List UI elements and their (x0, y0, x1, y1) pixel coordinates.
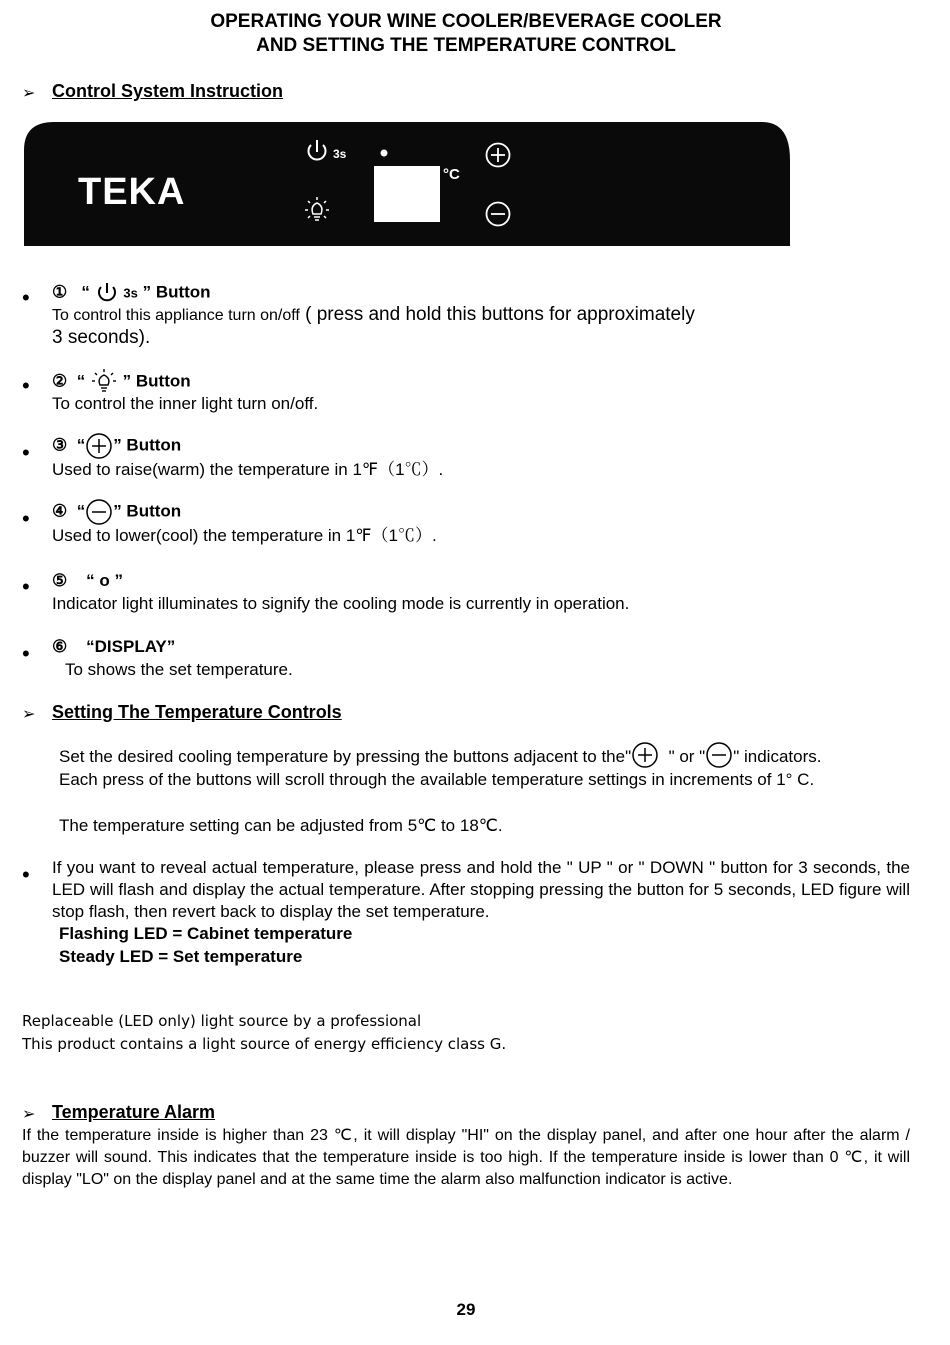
bullet: • (22, 506, 30, 531)
item-light-title: ② “ ” Button (52, 368, 191, 396)
item-minus-title: ④ “ ” Button (52, 498, 181, 526)
item-plus-desc: Used to raise(warm) the temperature in 1℉（1℃）. (52, 460, 444, 479)
power-duration-label: 3s (333, 147, 347, 161)
open-quote: “ (81, 282, 90, 302)
item-minus-desc: Used to lower(cool) the temperature in 1℉（1℃）. (52, 526, 437, 545)
bullet: • (22, 641, 30, 666)
setting-paragraph-1: Set the desired cooling temperature by pressing the buttons adjacent to the" " or " " indicators. (59, 746, 821, 769)
steady-led-note: Steady LED = Set temperature (59, 947, 303, 966)
item-light-desc: To control the inner light turn on/off. (52, 394, 319, 413)
page-number: 29 (456, 1300, 476, 1319)
page-title-line1: OPERATING YOUR WINE COOLER/BEVERAGE COOLER (210, 11, 722, 32)
minus-circle-icon (85, 498, 113, 526)
plus-circle-icon (631, 741, 659, 769)
item-number: ① (52, 282, 68, 302)
item-indicator-title: ⑤ “ o ” (52, 571, 123, 590)
item-label: ” Button (142, 282, 211, 302)
cooling-indicator-dot (381, 150, 388, 157)
power-duration-label: 3s (123, 285, 138, 301)
bullet: • (22, 285, 30, 310)
display-unit-label: °C (443, 166, 460, 183)
light-bulb-icon (90, 368, 118, 396)
light-source-line1: Replaceable (LED only) light source by a professional (22, 1012, 422, 1030)
section-heading-setting: Setting The Temperature Controls (52, 702, 342, 722)
temperature-display (374, 166, 440, 222)
bullet: • (22, 373, 30, 398)
light-source-line2: This product contains a light source of energy efficiency class G. (22, 1035, 507, 1053)
item-display-title: ⑥ “DISPLAY” (52, 637, 176, 656)
bullet: • (22, 862, 30, 887)
setting-paragraph-1-line2: Each press of the buttons will scroll through the available temperature settings in increments of 1° C. (59, 770, 815, 789)
plus-circle-icon (85, 432, 113, 460)
flashing-led-note: Flashing LED = Cabinet temperature (59, 924, 353, 943)
brand-logo: TEKA (78, 171, 186, 213)
item-power-desc: To control this appliance turn on/off ( press and hold this buttons for approximately (52, 304, 695, 325)
item-display-desc: To shows the set temperature. (65, 660, 293, 679)
setting-range-text: The temperature setting can be adjusted from 5℃ to 18℃. (59, 816, 503, 835)
page-title-line2: AND SETTING THE TEMPERATURE CONTROL (256, 35, 676, 56)
actual-temperature-text: If you want to reveal actual temperature, please press and hold the " UP " or " DOWN " button for 3 seconds, the LED will flash and display the actual temperature. After stopping pressing the button for 5 seconds, LED figure will stop flash, then revert back to display the set temperature. (52, 858, 910, 921)
item-power-title (52, 281, 211, 305)
item-power-desc-cont: 3 seconds). (52, 327, 151, 348)
section-heading-control: Control System Instruction (52, 81, 284, 101)
control-panel (24, 120, 792, 253)
section-arrow: ➢ (22, 706, 36, 723)
alarm-text: If the temperature inside is higher than 23 ℃, it will display "HI" on the display panel, and after one hour after the alarm / buzzer will sound. This indicates that the temperature inside is too high. If the temperature inside is lower than 0 ℃, it will display "LO" on the display panel and at the same time the alarm also malfunction indicator is active. (22, 1127, 910, 1188)
item-indicator-desc: Indicator light illuminates to signify the cooling mode is currently in operation. (52, 594, 630, 613)
power-icon (95, 281, 119, 305)
section-arrow: ➢ (22, 85, 36, 102)
bullet: • (22, 574, 30, 599)
section-heading-alarm: Temperature Alarm (52, 1102, 216, 1122)
item-plus-title: ③ “ ” Button (52, 432, 181, 460)
bullet: • (22, 440, 30, 465)
section-arrow: ➢ (22, 1106, 36, 1123)
minus-circle-icon (705, 741, 733, 769)
